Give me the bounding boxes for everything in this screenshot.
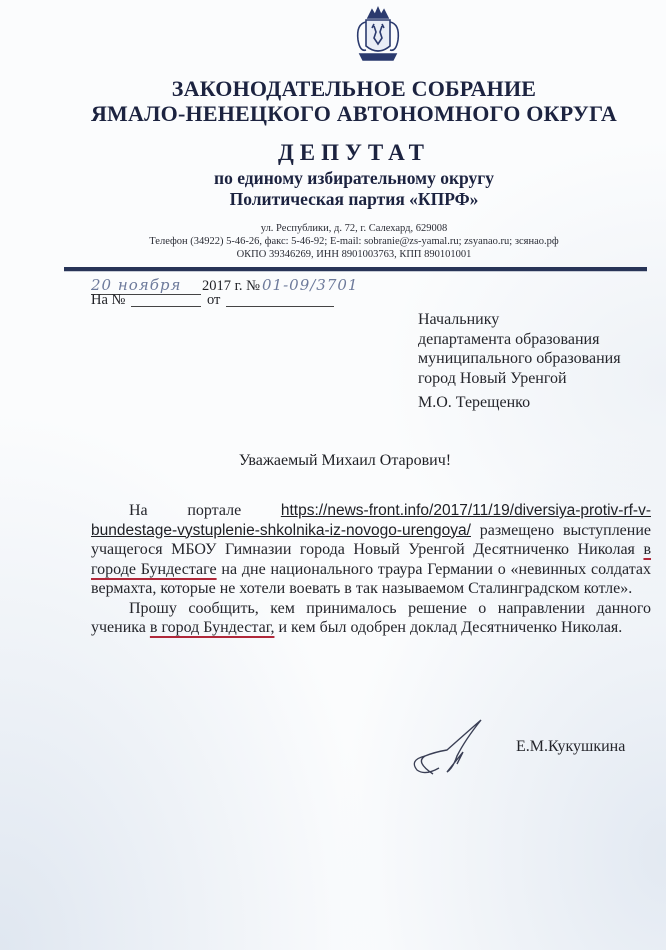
body-paragraph-1 <box>91 501 651 599</box>
organization-name-line2: ЯМАЛО-НЕНЕЦКОГО АВТОНОМНОГО ОКРУГА <box>90 101 618 126</box>
reply-to-blank <box>131 306 201 307</box>
p2-text-b: и кем был одобрен доклад Десятниченко Николая. <box>278 619 623 636</box>
p2-text-a: Прошу сообщить, кем принималось решение о направлении данного ученика <box>91 599 651 636</box>
from-blank <box>226 306 334 307</box>
signer-name: Е.М.Кукушкина <box>516 738 626 755</box>
organization-name-line1: ЗАКОНОДАТЕЛЬНОЕ СОБРАНИЕ <box>171 76 537 101</box>
handwritten-signature <box>395 712 505 778</box>
p1-text-b: на дне национального траура Германии о «невинных солдатах вермахта, которые не хотели воевать в так называемом Сталинградском котле». <box>91 560 652 597</box>
reply-to-label: На № <box>91 292 126 308</box>
addressee-line: город Новый Уренгой <box>418 369 567 387</box>
from-label: от <box>207 292 221 308</box>
year-number-label: 2017 г. № <box>202 278 261 294</box>
letterhead-divider <box>64 267 647 272</box>
addressee-block <box>418 310 621 388</box>
addressee-line: муниципального образования <box>418 350 621 367</box>
deputy-subtitle-district: по единому избирательному округу <box>214 168 494 188</box>
p1-intro: На портале <box>129 502 242 519</box>
deputy-subtitle-party: Политическая партия «КПРФ» <box>229 189 479 209</box>
handwritten-date: 20 ноября <box>91 276 201 295</box>
handwritten-outgoing-number: 01-09/3701 <box>262 276 359 294</box>
deputy-title: ДЕПУТАТ <box>277 140 431 165</box>
p1-text-a: размещено выступление учащегося МБОУ Гимназии города Новый Уренгой Десятниченко Николая <box>91 521 652 558</box>
addressee-line: Начальнику <box>418 311 500 328</box>
addressee-name: М.О. Терещенко <box>418 394 531 411</box>
contact-registration-codes: ОКПО 39346269, ИНН 8901003763, КПП 890101001 <box>236 249 472 260</box>
salutation: Уважаемый Михаил Отарович! <box>238 452 452 469</box>
coat-of-arms-emblem <box>350 4 406 68</box>
p2-highlighted-phrase: в город Бундестаг, <box>149 619 275 636</box>
contact-address: ул. Республики, д. 72, г. Салехард, 629008 <box>260 223 448 234</box>
body-paragraph-2 <box>91 599 651 638</box>
contact-phones-email: Телефон (34922) 5-46-26, факс: 5-46-92; E-mail: sobranie@zs-yamal.ru; zsyanao.ru; зсянао.рф <box>149 236 559 247</box>
p1-highlighted-phrase: в городе Бундестаге <box>91 541 652 578</box>
addressee-line: департамента образования <box>418 330 600 348</box>
letter-body <box>91 501 651 638</box>
portal-link[interactable]: https://news-front.info/2017/11/19/diversiya-protiv-rf-v-bundestage-vystuplenie-shkolnika-iz-novogo-urengoya/ <box>91 502 651 539</box>
